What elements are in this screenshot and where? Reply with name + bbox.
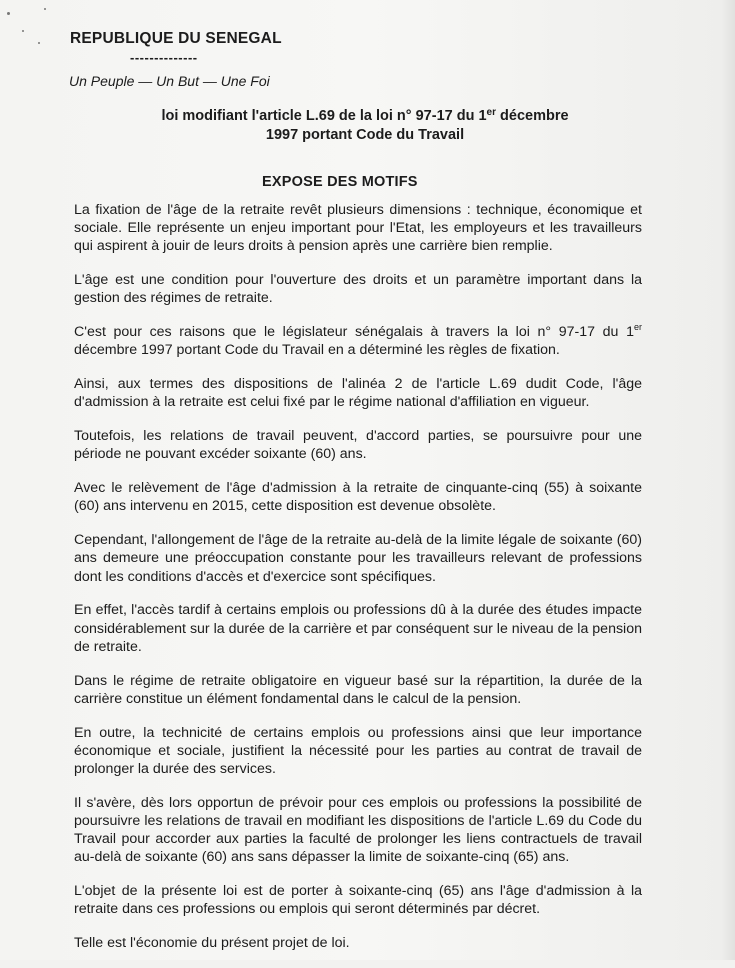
paragraph: Cependant, l'allongement de l'âge de la retraite au-delà de la limite légale de soixante (60) ans demeure une préoccupation constante pour les travailleurs relevant de professions dont les conditions d'accès et d'exercice sont spécifiques.: [74, 532, 642, 585]
paragraph: L'âge est une condition pour l'ouverture des droits et un paramètre important dans la gestion des régimes de retraite.: [74, 272, 642, 307]
section-title: EXPOSE DES MOTIFS: [262, 174, 418, 190]
page-edge-shadow: [721, 0, 735, 960]
paragraph: En effet, l'accès tardif à certains emplois ou professions dû à la durée des études impacte considérablement sur la durée de la carrière et par conséquent sur le niveau de la pension de retraite.: [74, 602, 642, 655]
law-title: [100, 107, 630, 145]
scan-speck: [22, 30, 24, 32]
header-separator: --------------: [130, 50, 198, 65]
scan-speck: [44, 8, 46, 10]
national-motto: Un Peuple — Un But — Une Foi: [69, 73, 270, 89]
paragraph: Toutefois, les relations de travail peuvent, d'accord parties, se poursuivre pour une période ne pouvant excéder soixante (60) ans.: [74, 428, 642, 463]
paragraph: Telle est l'économie du présent projet de loi.: [74, 935, 350, 952]
body-text: [74, 201, 642, 968]
paragraph: C'est pour ces raisons que le législateur sénégalais à travers la loi n° 97-17 du 1er décembre 1997 portant Code du Travail en a déterminé les règles de fixation.: [74, 322, 642, 359]
paragraph: La fixation de l'âge de la retraite revêt plusieurs dimensions : technique, économique et sociale. Elle représente un enjeu important pour l'Etat, les employeurs et les travailleurs qui aspirent à jouir de leurs droits à pension après une carrière bien remplie.: [74, 202, 642, 255]
paragraph: Dans le régime de retraite obligatoire en vigueur basé sur la répartition, la durée de la carrière constitue un élément fondamental dans le calcul de la pension.: [74, 672, 642, 707]
paragraph: En outre, la technicité de certains emplois ou professions ainsi que leur importance économique et sociale, justifient la nécessité pour les parties au contrat de travail de prolonger la durée des services.: [74, 724, 642, 778]
scan-speck: [38, 42, 40, 44]
law-title-line-1: loi modifiant l'article L.69 de la loi n° 97-17 du 1er décembre: [161, 107, 569, 124]
paragraph: Avec le relèvement de l'âge d'admission à la retraite de cinquante-cinq (55) à soixante (60) ans intervenu en 2015, cette disposition est devenue obsolète.: [74, 480, 642, 515]
scan-speck: [7, 12, 10, 15]
paragraph: Il s'avère, dès lors opportun de prévoir pour ces emplois ou professions la possibilité de poursuivre les relations de travail en modifiant les dispositions de l'article L.69 du Code du Travail pour accorder aux parties la faculté de prolonger les liens contractuels de travail au-delà de soixante (60) ans sans dépasser la limite de soixante-cinq (65) ans.: [74, 794, 642, 866]
country-header: REPUBLIQUE DU SENEGAL: [70, 30, 282, 47]
paragraph: Ainsi, aux termes des dispositions de l'alinéa 2 de l'article L.69 dudit Code, l'âge d'admission à la retraite est celui fixé par le régime national d'affiliation en vigueur.: [74, 376, 642, 411]
paragraph: L'objet de la présente loi est de porter à soixante-cinq (65) ans l'âge d'admission à la retraite dans ces professions ou emplois qui seront déterminés par décret.: [74, 883, 642, 918]
law-title-line-2: 1997 portant Code du Travail: [265, 127, 465, 143]
